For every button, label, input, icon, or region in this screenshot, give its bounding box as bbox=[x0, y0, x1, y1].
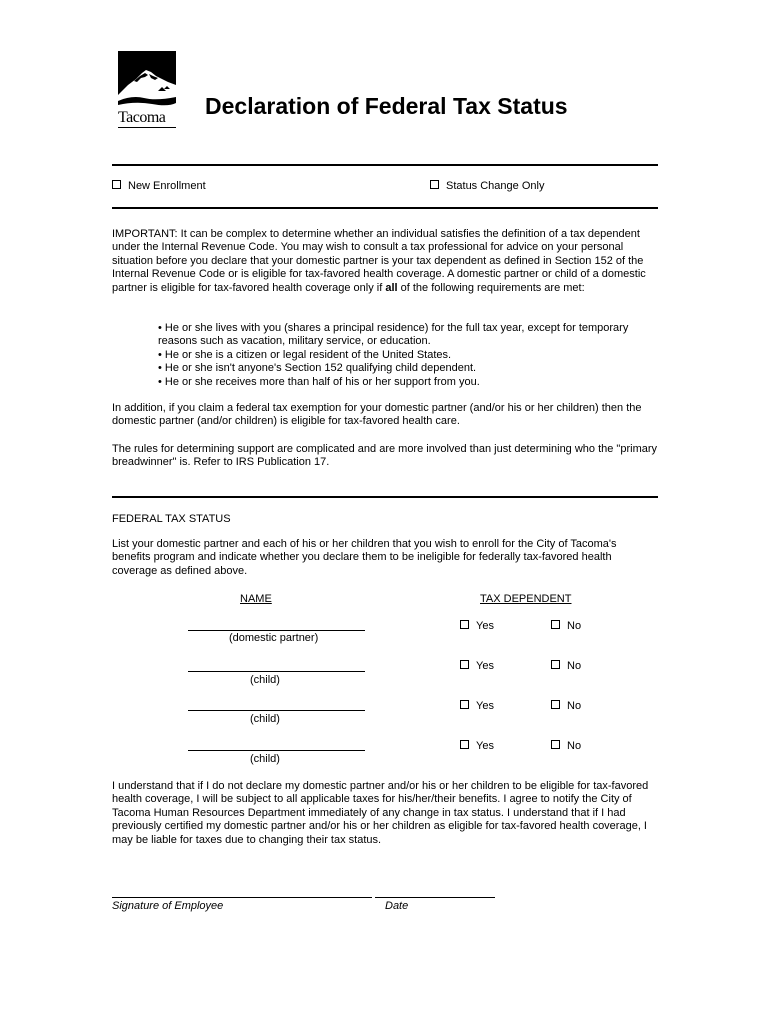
yes-option[interactable] bbox=[460, 660, 494, 672]
tax-dependent-column-header: TAX DEPENDENT bbox=[480, 593, 572, 605]
no-option[interactable] bbox=[551, 740, 581, 752]
date-line[interactable] bbox=[375, 897, 495, 898]
name-input-line[interactable] bbox=[188, 750, 365, 751]
no-checkbox[interactable] bbox=[551, 740, 560, 749]
important-text-end: of the following requirements are met: bbox=[397, 281, 585, 294]
requirements-list bbox=[158, 322, 658, 389]
divider bbox=[112, 496, 658, 498]
tacoma-logo bbox=[118, 51, 176, 131]
important-bold-word: all bbox=[385, 281, 398, 294]
new-enrollment-checkbox[interactable] bbox=[112, 180, 121, 189]
rules-paragraph: The rules for determining support are complicated and are more involved than just determining who the "primary breadwinner" is. Refer to IRS Publication 17. bbox=[112, 443, 658, 469]
no-option[interactable] bbox=[551, 700, 581, 712]
list-item: • He or she receives more than half of his or her support from you. bbox=[158, 375, 480, 388]
name-input-line[interactable] bbox=[188, 630, 365, 631]
no-label: No bbox=[567, 740, 582, 752]
yes-checkbox[interactable] bbox=[460, 620, 469, 629]
yes-checkbox[interactable] bbox=[460, 700, 469, 709]
list-item: • He or she lives with you (shares a principal residence) for the full tax year, except for temporary reasons such as vacation, military service, or education. bbox=[158, 322, 629, 348]
no-option[interactable] bbox=[551, 660, 581, 672]
list-item: • He or she is a citizen or legal resident of the United States. bbox=[158, 348, 452, 361]
page-title: Declaration of Federal Tax Status bbox=[205, 93, 568, 119]
yes-option[interactable] bbox=[460, 700, 494, 712]
date-label: Date bbox=[385, 900, 409, 912]
yes-label: Yes bbox=[476, 660, 494, 672]
important-text-start: IMPORTANT: It can be complex to determine whether an individual satisfies the definition of a tax dependent under the Internal Revenue Code. You may wish to consult a tax professional for advice on your personal situation before you declare that your domestic partner is your tax dependent as defined in Section 152 of the Internal Revenue Code or is eligible for tax-favored health coverage. A domestic partner or child of a domestic partner is eligible for tax-favored health coverage only if bbox=[112, 228, 646, 294]
yes-option[interactable] bbox=[460, 620, 494, 632]
name-input-line[interactable] bbox=[188, 710, 365, 711]
exemption-paragraph: In addition, if you claim a federal tax exemption for your domestic partner (and/or his or her children) then the domestic partner (and/or children) is eligible for tax-favored health care. bbox=[112, 402, 642, 428]
name-input-line[interactable] bbox=[188, 671, 365, 672]
status-change-checkbox[interactable] bbox=[430, 180, 439, 189]
name-column-header: NAME bbox=[240, 593, 272, 605]
new-enrollment-option[interactable] bbox=[112, 180, 206, 192]
no-label: No bbox=[567, 660, 582, 672]
no-label: No bbox=[567, 620, 582, 632]
row-label: (child) bbox=[250, 753, 280, 765]
no-option[interactable] bbox=[551, 620, 581, 632]
no-checkbox[interactable] bbox=[551, 660, 560, 669]
row-label: (child) bbox=[250, 713, 280, 725]
important-notice bbox=[112, 228, 658, 295]
yes-label: Yes bbox=[476, 620, 494, 632]
no-checkbox[interactable] bbox=[551, 700, 560, 709]
yes-option[interactable] bbox=[460, 740, 494, 752]
new-enrollment-label: New Enrollment bbox=[128, 180, 206, 192]
federal-tax-heading: FEDERAL TAX STATUS bbox=[112, 513, 231, 525]
signature-label: Signature of Employee bbox=[112, 900, 224, 912]
federal-tax-instructions: List your domestic partner and each of his or her children that you wish to enroll for the City of Tacoma's benefits program and indicate whether you declare them to be ineligible for federally tax-favored health coverage as defined above. bbox=[112, 538, 617, 577]
no-checkbox[interactable] bbox=[551, 620, 560, 629]
yes-label: Yes bbox=[476, 740, 494, 752]
yes-checkbox[interactable] bbox=[460, 660, 469, 669]
logo-wordmark: Tacoma bbox=[118, 109, 176, 128]
row-label: (domestic partner) bbox=[229, 632, 319, 644]
divider bbox=[112, 207, 658, 209]
signature-line[interactable] bbox=[112, 897, 372, 898]
status-change-option[interactable] bbox=[430, 180, 544, 192]
status-change-label: Status Change Only bbox=[446, 180, 545, 192]
yes-checkbox[interactable] bbox=[460, 740, 469, 749]
row-label: (child) bbox=[250, 674, 280, 686]
divider bbox=[112, 164, 658, 166]
no-label: No bbox=[567, 700, 582, 712]
yes-label: Yes bbox=[476, 700, 494, 712]
list-item: • He or she isn't anyone's Section 152 qualifying child dependent. bbox=[158, 362, 477, 375]
acknowledgment-paragraph: I understand that if I do not declare my domestic partner and/or his or her children to be eligible for tax-favored health coverage, I will be subject to all applicable taxes for his/her/their benefits. I agree to notify the City of Tacoma Human Resources Department immediately of any change in tax status. I understand that if I had previously certified my domestic partner and/or his or her children as eligible for tax-favored health coverage, I may be liable for taxes due to changing their tax status. bbox=[112, 780, 649, 846]
